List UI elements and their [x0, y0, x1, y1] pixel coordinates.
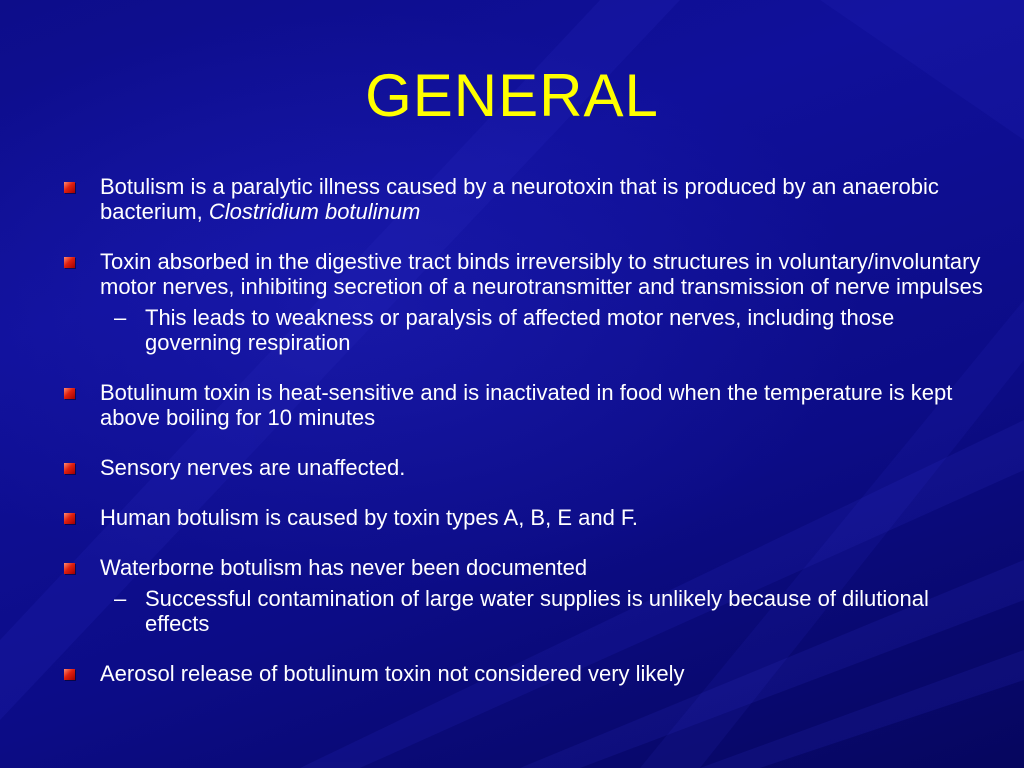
- bullet-text: Human botulism is caused by toxin types A, B, E and F.: [100, 505, 639, 530]
- bullet-item-6: [58, 555, 988, 636]
- dash-marker: –: [114, 586, 127, 611]
- sub-bullet-item: [100, 305, 988, 355]
- bullet-marker-icon: [64, 563, 75, 574]
- bullet-text: Toxin absorbed in the digestive tract binds irreversibly to structures in voluntary/involuntary motor nerves, inhibiting secretion of a neurotransmitter and transmission of nerve impulses: [100, 249, 983, 299]
- bullet-text: Botulinum toxin is heat-sensitive and is inactivated in food when the temperature is kept above boiling for 10 minutes: [100, 380, 953, 430]
- bullet-item-3: [58, 380, 988, 430]
- bullet-text: Aerosol release of botulinum toxin not considered very likely: [100, 661, 685, 686]
- sub-bullet-text: Successful contamination of large water supplies is unlikely because of dilutional effects: [145, 586, 929, 636]
- bullet-marker-icon: [64, 182, 75, 193]
- bullet-item-7: [58, 661, 988, 686]
- bullet-text: Waterborne botulism has never been documented: [100, 555, 588, 580]
- bullet-italic-text: Clostridium botulinum: [208, 199, 421, 224]
- bullet-marker-icon: [64, 257, 75, 268]
- bullet-text: Botulism is a paralytic illness caused by a neurotoxin that is produced by an anaerobic bacterium,: [100, 174, 939, 224]
- slide-title: GENERAL: [365, 62, 659, 129]
- sub-bullet-item: [100, 586, 988, 636]
- bullet-list: [58, 174, 988, 711]
- bullet-item-1: [58, 174, 988, 224]
- bullet-marker-icon: [64, 513, 75, 524]
- bullet-item-5: [58, 505, 988, 530]
- sub-bullet-text: This leads to weakness or paralysis of affected motor nerves, including those governing respiration: [145, 305, 895, 355]
- bullet-text: Sensory nerves are unaffected.: [100, 455, 406, 480]
- bullet-marker-icon: [64, 463, 75, 474]
- bullet-marker-icon: [64, 388, 75, 399]
- dash-marker: –: [114, 305, 127, 330]
- bullet-marker-icon: [64, 669, 75, 680]
- bullet-item-2: [58, 249, 988, 355]
- bullet-item-4: [58, 455, 988, 480]
